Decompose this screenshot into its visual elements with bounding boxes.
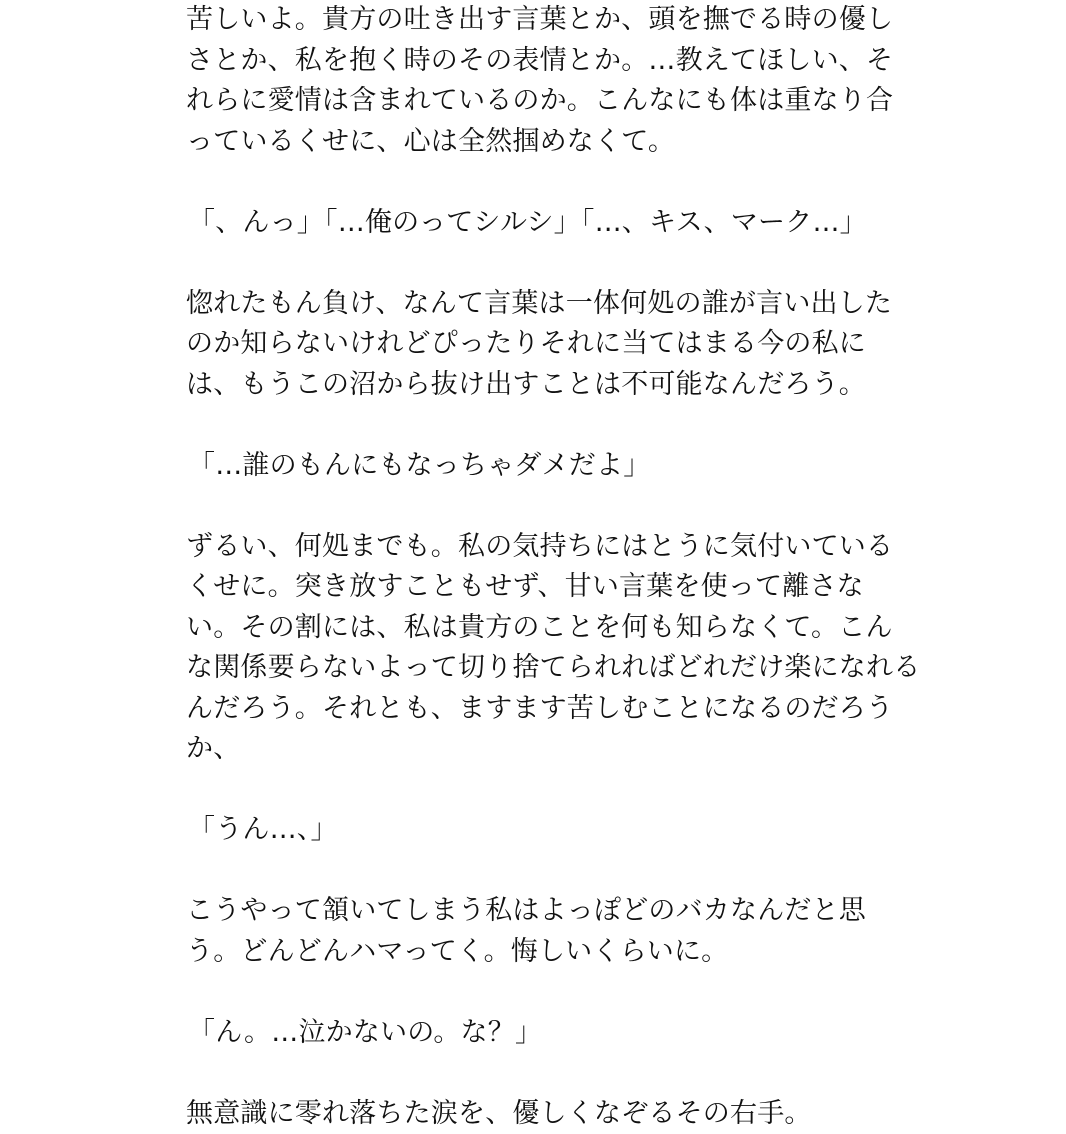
paragraph-4 — [186, 891, 886, 972]
dialogue-line: 「ん。…泣かないの。な？」 — [186, 1013, 886, 1054]
paragraph-1 — [186, 0, 886, 162]
dialogue-1 — [186, 203, 886, 244]
paragraph-gap — [186, 972, 886, 1013]
paragraph-gap — [186, 243, 886, 284]
text-line: さとか、私を抱く時のその表情とか。…教えてほしい、そ — [186, 41, 886, 82]
text-line: い。その割には、私は貴方のことを何も知らなくて。こん — [186, 608, 886, 649]
dialogue-2 — [186, 446, 886, 487]
text-line: のか知らないけれどぴったりそれに当てはまる今の私に — [186, 324, 886, 365]
text-page — [186, 0, 886, 1066]
paragraph-gap — [186, 1053, 886, 1094]
text-line: ずるい、何処までも。私の気持ちにはとうに気付いている — [186, 527, 886, 568]
dialogue-line: 「うん…、」 — [186, 810, 886, 851]
paragraph-gap — [186, 162, 886, 203]
paragraph-2 — [186, 284, 886, 406]
paragraph-gap — [186, 486, 886, 527]
text-line: っているくせに、心は全然掴めなくて。 — [186, 122, 886, 163]
dialogue-3 — [186, 810, 886, 851]
text-line: う。どんどんハマってく。悔しいくらいに。 — [186, 932, 886, 973]
text-line: は、もうこの沼から抜け出すことは不可能なんだろう。 — [186, 365, 886, 406]
dialogue-4 — [186, 1013, 886, 1054]
paragraph-gap — [186, 851, 886, 892]
dialogue-line: 「…誰のもんにもなっちゃダメだよ」 — [186, 446, 886, 487]
dialogue-line: 「、んっ」「…俺のってシルシ」「…、キス、マーク…」 — [186, 203, 886, 244]
paragraph-5 — [186, 1094, 886, 1134]
text-line: か、 — [186, 729, 886, 770]
text-line: 惚れたもん負け、なんて言葉は一体何処の誰が言い出した — [186, 284, 886, 325]
paragraph-gap — [186, 770, 886, 811]
paragraph-gap — [186, 405, 886, 446]
text-line: んだろう。それとも、ますます苦しむことになるのだろう — [186, 689, 886, 730]
text-line: れらに愛情は含まれているのか。こんなにも体は重なり合 — [186, 81, 886, 122]
text-line: こうやって頷いてしまう私はよっぽどのバカなんだと思 — [186, 891, 886, 932]
paragraph-3 — [186, 527, 886, 770]
text-line: くせに。突き放すこともせず、甘い言葉を使って離さな — [186, 567, 886, 608]
text-line: 無意識に零れ落ちた涙を、優しくなぞるその右手。 — [186, 1094, 886, 1134]
text-line: な関係要らないよって切り捨てられればどれだけ楽になれる — [186, 648, 886, 689]
text-line: 苦しいよ。貴方の吐き出す言葉とか、頭を撫でる時の優し — [186, 0, 886, 41]
